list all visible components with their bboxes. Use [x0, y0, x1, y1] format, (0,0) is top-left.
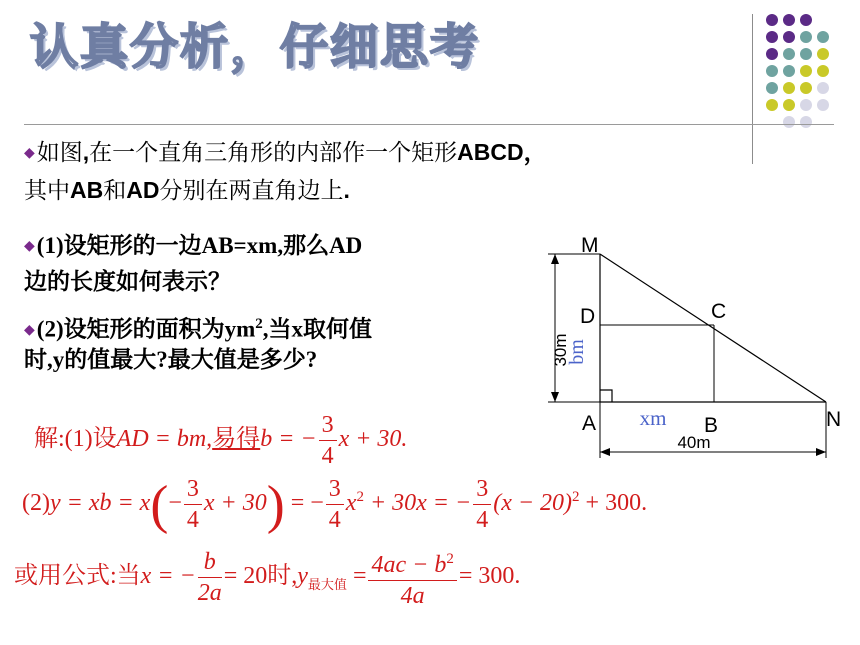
decorative-dot: [800, 99, 812, 111]
label-bm: bm: [566, 339, 588, 365]
question-1: [24, 228, 362, 268]
point-B-label: B: [704, 414, 719, 437]
subscript-max: 最大值: [307, 576, 347, 592]
point-N-label: N: [826, 408, 842, 431]
decorative-dot: [800, 65, 812, 77]
decorative-dot: [817, 82, 829, 94]
solution-step-1: [34, 410, 407, 471]
intro-rect-name: ABCD: [457, 139, 524, 165]
point-M-label: M: [581, 234, 599, 257]
numerator: [368, 544, 456, 581]
solution-text: 设: [92, 426, 117, 453]
question-2-line-1: (2)设矩形的面积为ym: [36, 316, 256, 342]
intro-ad: AD: [126, 177, 160, 203]
numerator: 3: [184, 474, 202, 505]
equation-ad: AD = bm,: [116, 426, 213, 453]
intro-text: .: [343, 177, 350, 203]
question-2-line-2: 时,y的值最大?最大值是多少?: [24, 347, 318, 372]
decorative-dot: [783, 99, 795, 111]
arrow-up: [551, 254, 559, 264]
right-paren: ): [266, 474, 285, 535]
decorative-dot: [817, 65, 829, 77]
solution-formula: [14, 544, 520, 611]
question-1-line-2: 边的长度如何表示？: [24, 269, 231, 294]
fraction-vertex-formula: [368, 544, 456, 611]
intro-text: 和: [103, 178, 127, 203]
equation-end: = 300.: [458, 563, 521, 590]
label-40m: 40m: [677, 433, 711, 452]
intro-text: ，: [523, 139, 547, 165]
step-number: (2): [22, 490, 50, 517]
fraction-b-2a: [198, 547, 222, 608]
equation-x: x = −: [140, 563, 196, 590]
decorative-dot: [766, 14, 778, 26]
variable-y: y: [297, 563, 308, 590]
denominator: 4: [476, 507, 489, 533]
decorative-dot: [766, 82, 778, 94]
numerator: b: [198, 547, 222, 578]
intro-text: 分别在两直角边上: [159, 178, 344, 203]
decorative-dot: [817, 48, 829, 60]
label-xm: xm: [639, 406, 667, 430]
intro-ab: AB: [70, 177, 104, 203]
question-1-line-1: (1)设矩形的一边AB=xm,那么AD: [36, 233, 363, 258]
denominator: 4: [328, 507, 341, 533]
point-A-label: A: [582, 412, 597, 435]
denominator: 4a: [400, 583, 425, 609]
left-paren: (: [150, 474, 169, 535]
arrow-right: [816, 448, 826, 456]
question-2-line-1-tail: ,当x取何值: [262, 316, 373, 342]
superscript: 2: [255, 316, 263, 332]
point-C-label: C: [711, 300, 727, 323]
decorative-vertical-line: [752, 14, 753, 164]
decorative-dot: [800, 48, 812, 60]
equation-text: =: [352, 563, 367, 590]
decorative-dot: [800, 116, 812, 128]
solution-prefix: 解:: [34, 426, 65, 453]
decorative-dot: [783, 14, 795, 26]
decorative-dot: [800, 31, 812, 43]
decorative-dot: [783, 116, 795, 128]
denominator: 4: [321, 443, 334, 469]
intro-line-2: [24, 172, 350, 209]
slide-title: 认真分析，仔细思考: [30, 19, 481, 75]
exponent: 2: [572, 489, 580, 506]
equation-inner: x + 30: [203, 490, 267, 517]
exponent: 2: [356, 489, 364, 506]
triangle-rectangle-diagram: [540, 230, 860, 460]
arrow-down: [551, 392, 559, 402]
numerator: 3: [326, 474, 344, 505]
decorative-horizontal-line: [24, 124, 834, 125]
edge-MN: [600, 254, 826, 402]
decorative-dot: [783, 31, 795, 43]
denominator: 2a: [197, 580, 222, 606]
solution-step-2: (2)y = xb = x(− $\frac{3}{4}$ x + 30) = − $\frac{3}{4}$ $x^2 + 30x$ = − $\frac{3}{4}$ $(x - 20)^2 + 300$.: [22, 474, 648, 535]
vertex-form: (x − 20): [493, 490, 573, 517]
intro-text: ,: [82, 139, 90, 165]
intro-line-1: [24, 134, 547, 175]
denominator: 4: [186, 507, 199, 533]
decorative-dot: [800, 82, 812, 94]
equation-end: + 300.: [585, 490, 648, 517]
fraction-3-4: [319, 410, 337, 471]
numerator: 3: [473, 474, 491, 505]
equation-tail: x + 30.: [338, 426, 408, 453]
solution-text: 易得: [212, 426, 261, 453]
solution-text: 或用公式:当: [14, 563, 141, 590]
decorative-dot: [800, 14, 812, 26]
variable-x: x: [345, 490, 357, 517]
decorative-dot: [783, 48, 795, 60]
decorative-dot: [766, 48, 778, 60]
decorative-dot: [783, 65, 795, 77]
step-number: (1): [64, 426, 93, 453]
bullet-icon: ◆: [24, 239, 35, 254]
equation-text: + 30x = −: [369, 490, 472, 517]
fraction-3-4: [326, 474, 344, 535]
decorative-dot: [766, 65, 778, 77]
decorative-dot: [817, 99, 829, 111]
decorative-dot: [766, 31, 778, 43]
numerator-text: 4ac − b: [371, 552, 447, 578]
arrow-left: [600, 448, 610, 456]
intro-text: 其中: [24, 178, 70, 203]
decorative-dot: [783, 82, 795, 94]
intro-text: 如图: [36, 140, 83, 165]
decorative-dot-grid: [762, 12, 836, 136]
fraction-3-4: [473, 474, 491, 535]
numerator: 3: [319, 410, 337, 441]
point-D-label: D: [580, 305, 596, 328]
bullet-icon: ◆: [24, 322, 35, 338]
decorative-dot: [766, 99, 778, 111]
right-angle-marker: [600, 390, 612, 402]
equation-text: = 20时,: [223, 563, 298, 590]
label-30m: 30m: [551, 333, 570, 367]
intro-text: 在一个直角三角形的内部作一个矩形: [89, 140, 458, 165]
equation-text: = −: [290, 490, 324, 517]
equation-y: y = xb = x: [49, 490, 151, 517]
exponent: 2: [446, 551, 454, 567]
bullet-icon: ◆: [24, 146, 35, 161]
equation-b: b = −: [260, 426, 317, 453]
decorative-dot: [817, 31, 829, 43]
fraction-3-4: [184, 474, 202, 535]
